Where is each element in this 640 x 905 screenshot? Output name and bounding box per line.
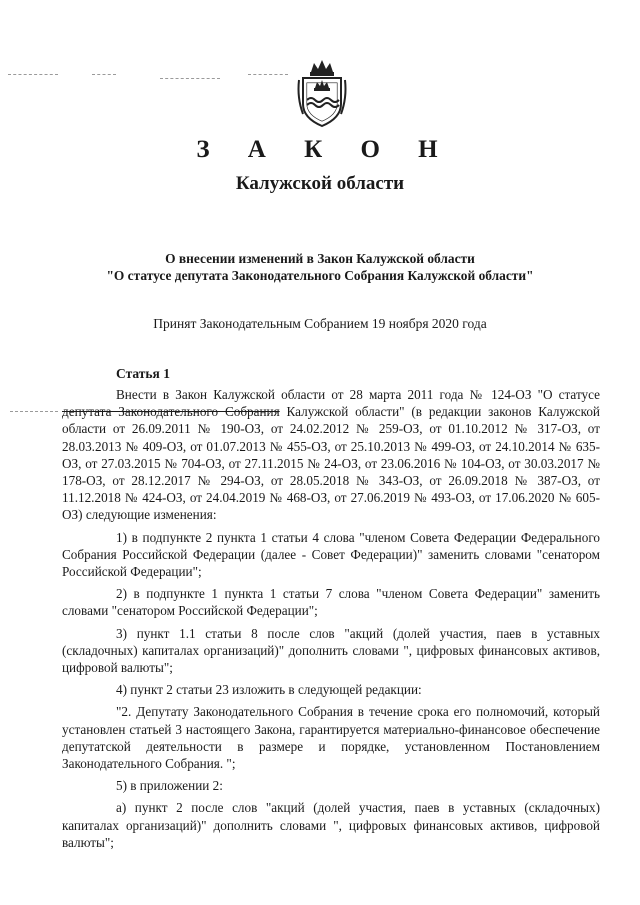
scan-mark — [10, 411, 58, 412]
law-subject — [0, 250, 640, 284]
list-item: 3) пункт 1.1 статьи 8 после слов "акций (долей участия, паев в уставных (складочных) капиталах организаций)" дополнить словами ", цифровых финансовых активов, цифровой валюты"; — [62, 625, 600, 676]
list-item: 2) в подпункте 1 пункта 1 статьи 7 слова "членом Совета Федерации" заменить словами "сенатором Российской Федерации"; — [62, 586, 600, 619]
article-heading: Статья 1 — [116, 366, 170, 381]
intro-text: Внести в Закон Калужской области от 28 марта 2011 года № 124-ОЗ "О статусе — [116, 387, 600, 402]
coat-of-arms-emblem — [295, 58, 349, 128]
list-item: а) пункт 2 после слов "акций (долей участия, паев в уставных (складочных) капиталах организаций)" дополнить словами ", цифровых финансовых активов, цифровой валюты"; — [62, 800, 600, 850]
intro-struck-text: депутата Законодательного Собрания — [62, 404, 280, 420]
scan-mark — [8, 74, 58, 75]
list-item: "2. Депутату Законодательного Собрания в течение срока его полномочий, который установлен статьей 3 настоящего Закона, гарантируется материально-финансовое обеспечение депутатской деятельности в размере и порядке, установленном Постановлением Законодательного Собрания. "; — [62, 704, 600, 772]
list-item: 1) в подпункте 2 пункта 1 статьи 4 слова "членом Совета Федерации Федерального Собрания Российской Федерации (далее - Совет Федерации)" заменить словами "сенатором Российской Федерации"; — [62, 529, 600, 580]
law-title: З А К О Н — [196, 136, 454, 163]
subject-line-1: О внесении изменений в Закон Калужской области — [165, 251, 475, 266]
subject-line-2: "О статусе депутата Законодательного Собрания Калужской области" — [106, 268, 534, 283]
list-item: 4) пункт 2 статьи 23 изложить в следующей редакции: — [116, 682, 422, 698]
intro-text-rest: Калужской области" (в редакции законов Калужской области от 26.09.2011 № 190-ОЗ, от 24.02.2012 № 259-ОЗ, от 01.10.2012 № 317-ОЗ, от 28.03.2013 № 409-ОЗ, от 01.07.2013 № 455-ОЗ, от 25.10.2013 № 499-ОЗ, от 24.10.2014 № 635-ОЗ, от 27.03.2015 № 704-ОЗ, от 27.11.2015 № 24-ОЗ, от 23.06.2016 № 104-ОЗ, от 30.03.2017 № 178-ОЗ, от 28.12.2017 № 294-ОЗ, от 28.05.2018 № 343-ОЗ, от 26.09.2018 № 387-ОЗ, от 11.12.2018 № 424-ОЗ, от 24.04.2019 № 468-ОЗ, от 27.06.2019 № 493-ОЗ, от 17.06.2020 № 605-ОЗ) следующие изменения: — [62, 404, 600, 523]
scan-mark — [248, 74, 288, 75]
list-item: 5) в приложении 2: — [116, 778, 223, 794]
adoption-note: Принят Законодательным Собранием 19 ноября 2020 года — [153, 316, 487, 331]
law-region: Калужской области — [235, 173, 405, 194]
scan-mark — [92, 74, 116, 75]
intro-paragraph — [62, 386, 600, 524]
scan-mark — [160, 78, 220, 79]
article-body — [62, 386, 600, 856]
